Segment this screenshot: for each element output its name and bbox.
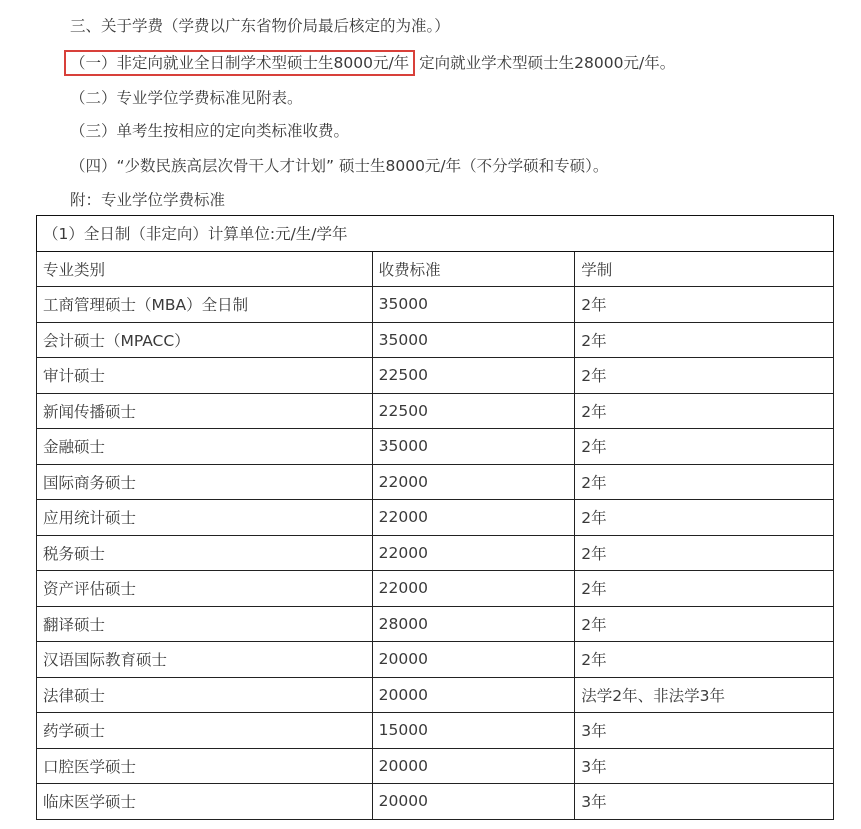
tuition-heading: 三、关于学费（学费以广东省物价局最后核定的为准。）	[70, 17, 450, 35]
fee-cell: 22000	[372, 464, 575, 500]
header-major: 专业类别	[37, 251, 373, 287]
fee-cell: 22500	[372, 393, 575, 429]
duration-cell: 2年	[575, 322, 834, 358]
major-cell: 翻译硕士	[37, 606, 373, 642]
duration-cell: 2年	[575, 358, 834, 394]
major-cell: 审计硕士	[37, 358, 373, 394]
fee-cell: 20000	[372, 677, 575, 713]
fee-cell: 35000	[372, 287, 575, 323]
major-cell: 工商管理硕士（MBA）全日制	[37, 287, 373, 323]
table-caption: （1）全日制（非定向）计算单位:元/生/学年	[37, 216, 834, 252]
fee-cell: 20000	[372, 642, 575, 678]
tuition-item-3: （三）单考生按相应的定向类标准收费。	[70, 122, 350, 140]
fee-cell: 22000	[372, 571, 575, 607]
major-cell: 法律硕士	[37, 677, 373, 713]
major-cell: 金融硕士	[37, 429, 373, 465]
major-cell: 临床医学硕士	[37, 784, 373, 820]
table-row	[37, 606, 834, 642]
fee-cell: 15000	[372, 713, 575, 749]
table-row	[37, 642, 834, 678]
table-row	[37, 500, 834, 536]
duration-cell: 2年	[575, 429, 834, 465]
table-row	[37, 464, 834, 500]
header-fee: 收费标准	[372, 251, 575, 287]
major-cell: 税务硕士	[37, 535, 373, 571]
major-cell: 药学硕士	[37, 713, 373, 749]
duration-cell: 2年	[575, 535, 834, 571]
duration-cell: 2年	[575, 571, 834, 607]
table-row	[37, 713, 834, 749]
table-row	[37, 287, 834, 323]
major-cell: 资产评估硕士	[37, 571, 373, 607]
table-row	[37, 358, 834, 394]
table-row	[37, 784, 834, 820]
table-row	[37, 393, 834, 429]
fee-cell: 20000	[372, 784, 575, 820]
tuition-item-2: （二）专业学位学费标准见附表。	[70, 89, 303, 107]
duration-cell: 2年	[575, 642, 834, 678]
duration-cell: 3年	[575, 713, 834, 749]
fee-cell: 22500	[372, 358, 575, 394]
major-cell: 会计硕士（MPACC）	[37, 322, 373, 358]
duration-cell: 2年	[575, 287, 834, 323]
table-row	[37, 535, 834, 571]
attachment-label: 附：专业学位学费标准	[70, 191, 226, 209]
fee-cell: 35000	[372, 322, 575, 358]
major-cell: 口腔医学硕士	[37, 748, 373, 784]
table-row	[37, 429, 834, 465]
duration-cell: 2年	[575, 393, 834, 429]
major-cell: 国际商务硕士	[37, 464, 373, 500]
duration-cell: 3年	[575, 748, 834, 784]
directed-academic-fee: 定向就业学术型硕士生28000元/年。	[419, 54, 676, 72]
fee-cell: 20000	[372, 748, 575, 784]
major-cell: 新闻传播硕士	[37, 393, 373, 429]
duration-cell: 2年	[575, 500, 834, 536]
professional-degree-fee-table	[36, 215, 834, 820]
duration-cell: 法学2年、非法学3年	[575, 677, 834, 713]
fee-cell: 35000	[372, 429, 575, 465]
fee-cell: 28000	[372, 606, 575, 642]
fee-cell: 22000	[372, 500, 575, 536]
duration-cell: 2年	[575, 606, 834, 642]
table-row	[37, 571, 834, 607]
tuition-item-1	[64, 50, 675, 76]
tuition-item-4: （四）“少数民族高层次骨干人才计划” 硕士生8000元/年（不分学硕和专硕）。	[70, 157, 609, 175]
major-cell: 汉语国际教育硕士	[37, 642, 373, 678]
table-row	[37, 677, 834, 713]
duration-cell: 3年	[575, 784, 834, 820]
table-row	[37, 748, 834, 784]
highlighted-academic-fee: （一）非定向就业全日制学术型硕士生8000元/年	[64, 50, 415, 76]
major-cell: 应用统计硕士	[37, 500, 373, 536]
fee-cell: 22000	[372, 535, 575, 571]
table-caption-row	[37, 216, 834, 252]
table-row	[37, 322, 834, 358]
duration-cell: 2年	[575, 464, 834, 500]
table-header-row	[37, 251, 834, 287]
header-duration: 学制	[575, 251, 834, 287]
